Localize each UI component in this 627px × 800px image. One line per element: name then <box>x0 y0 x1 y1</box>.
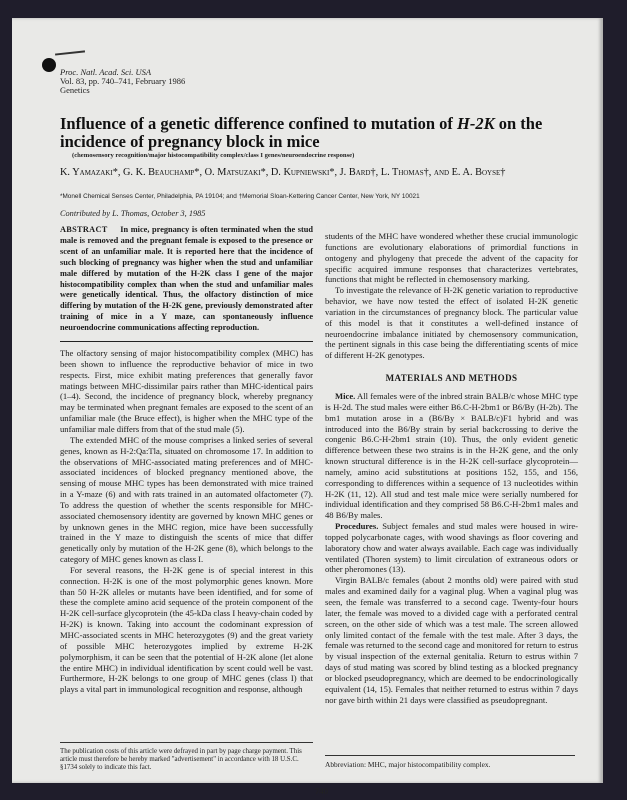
body-paragraph: To investigate the relevance of H-2K genetic variation to reproductive behavior, we have now tested the effect of isolated H-2K genetic variation in the circumstances of pregnancy block. The particular value of this model is that it constitutes a well-defined instance of neuroendocrine imbalance initiated by chemosensory communication, the pertinent signals in this case being the differentiating scents of mice of different H-2K genotypes. <box>325 285 578 361</box>
right-column <box>325 231 578 705</box>
methods-mice-paragraph <box>325 391 578 521</box>
abstract <box>60 225 313 334</box>
body-paragraph: For several reasons, the H-2K gene is of special interest in this connection. H-2K is one of the most polymorphic genes known. More than 50 H-2K alleles or mutants have been identified, and for some of these the complete amino acid sequence of the protein component of the H-2K cell-surface glycoprotein (the 45-kDa class I heavy-chain coded by H-2K) is known. Taking into account the codominant expression of MHC-associated scents in MHC heterozygotes (9) and the great variety of possible MHC heterozygotes implied by extreme H-2K polymorphism, it can be seen that the potential of H-2K alone (let alone the entire MHC) in individual identification by scent could well be vast. Furthermore, H-2K belongs to one group of MHC genes (class I) that plays a vital part in immunological recognition and response, although <box>60 564 313 695</box>
run-in-heading: Mice. <box>335 390 356 401</box>
abbreviation-divider <box>325 755 575 756</box>
abstract-divider <box>60 341 313 342</box>
article-title <box>60 115 580 151</box>
page-number: 740 <box>315 786 328 796</box>
abbreviation-note: Abbreviation: MHC, major histocompatibility complex. <box>325 760 491 769</box>
journal-volume: Vol. 83, pp. 740–741, February 1986 <box>60 76 186 86</box>
title-part-2: on the incidence of pregnancy block in mice <box>60 114 543 151</box>
section-heading-methods: MATERIALS AND METHODS <box>385 373 518 384</box>
title-part-1: Influence of a genetic difference confined to mutation of <box>60 114 458 133</box>
journal-header <box>60 68 185 95</box>
methods-virgin-paragraph: Virgin BALB/c females (about 2 months old) were paired with stud males and examined daily for a vaginal plug. When a vaginal plug was seen, the female was transferred to a second cage. Twenty-four hours later, the female was moved to a divided cage with a perforated central screen, on the other side of which was a test male. The screen allowed only limited contact of the female with the test male. After 3 days, the female was returned to the second cage and monitored for return to estrus by visual inspection of the external genitalia. Return to estrus within 7 days of stud mating was scored by blind testing as a blocked pregnancy or blocked pseudopregnancy, which are deemed to be endocrinologically equivalent (14, 15). Females that neither returned to estrus within 7 days nor gave birth within 21 days were classified as pseudopregnant. <box>325 575 578 705</box>
pen-mark <box>55 50 85 55</box>
body-paragraph: students of the MHC have wondered whether these crucial immunologic functions are evolutionary elaborations of primordial functions in ontogeny and phylogeny that precede the advent of the capacity for specific acquired immune responses that characterizes vertebrates, functions that might be reflected in chemosensory marking. <box>325 231 578 285</box>
footnote-divider <box>60 742 313 743</box>
affiliations: *Monell Chemical Senses Center, Philadelphia, PA 19104; and †Memorial Sloan-Kettering Cancer Center, New York, NY 10021 <box>60 193 420 200</box>
abstract-heading: ABSTRACT <box>60 225 108 234</box>
punch-hole-mark <box>42 58 56 72</box>
journal-name: Proc. Natl. Acad. Sci. USA <box>60 67 152 77</box>
body-paragraph: The extended MHC of the mouse comprises a linked series of several genes, known as H-2:Qa:Tla, situated on chromosome 17. In addition to the observations of MHC-associated mating preferences and of MHC-associated incidences of blocked pregnancy mentioned above, the sensing of mouse MHC types has been demonstrated with mice trained in a Y-maze (6) and with rats trained in an automated olfactometer (7). To address the question of whether the scents responsible for MHC-associated chemosensory identity are governed by known MHC genes or by unknown genes in the MHC region, mice have been successfully trained in the Y maze to distinguish the scents of mice that differ genetically only by mutation of the H-2K gene (8), which belongs to the category of MHC genes known as class I. <box>60 434 313 565</box>
methods-procedures-paragraph <box>325 521 578 575</box>
procedures-text: Subject females and stud males were housed in wire-topped polycarbonate cages, with wood shavings as floor covering and laboratory chow and water always available. Each cage was individually ventilated (Thoren system) to limit circulation of extraneous odors or other pheromones (13). <box>325 521 578 575</box>
abstract-text: In mice, pregnancy is often terminated when the stud male is removed and the pregnant female is exposed to the presence or scent of an unfamiliar male. It is reported here that the incidence of such blocking of pregnancy was higher when the stud and unfamiliar male differed by mutation of the H-2K class I gene of the major histocompatibility complex than when the stud and unfamiliar males were genetically identical. Thus, the olfactory distinction of mice differing by mutation of the H-2K gene, previously demonstrated after training of mice in a Y maze, can spontaneously influence neuroendocrine communications affecting reproduction. <box>60 225 313 333</box>
contributed-by: Contributed by L. Thomas, October 3, 1985 <box>60 209 206 218</box>
title-gene: H-2K <box>457 114 495 133</box>
publication-cost-footnote: The publication costs of this article were defrayed in part by page charge payment. This article must therefore be hereby marked "advertisement" in accordance with 18 U.S.C. §1734 solely to indicate this fact. <box>60 748 302 772</box>
author-list: K. Yamazaki*, G. K. Beauchamp*, O. Matsuzaki*, D. Kupniewski*, J. Bard†, L. Thomas†, and E. A. Boyse† <box>60 167 506 178</box>
keywords: (chemosensory recognition/major histocompatibility complex/class I genes/neuroendocrine response) <box>72 152 355 159</box>
run-in-heading: Procedures. <box>335 521 379 532</box>
left-column <box>60 225 313 695</box>
journal-section: Genetics <box>60 85 90 95</box>
paper-page <box>12 18 603 796</box>
mice-text: All females were of the inbred strain BALB/c whose MHC type is H-2d. The stud males were either B6.C-H-2bm1 or B6/By (H-2b). The bm1 mutation arose in a (B6/By × BALB/c)F1 hybrid and was introduced into the B6/By strain by serial backcrossing to derive the congenic B6.C-H-2bm1 strain (10). Thus, the only evident genetic difference between these two strains is in the H-2K gene, and the only known structural difference is in the H-2K cell-surface glycoprotein—namely, amino acid substitutions at positions 152, 155, and 156, corresponding to differences within a sequence of 13 nucleotides within H-2K (11, 12). All stud and test male mice were serially numbered for individual identification and they comprised 58 B6.C-H-2bm1 males and 48 B6/By males. <box>325 390 578 521</box>
body-paragraph: The olfactory sensing of major histocompatibility complex (MHC) has been shown to influence the reproductive behavior of mice in two respects. First, mice exhibit mating preferences that generally favor matings between MHC-dissimilar pairs rather than MHC-identical pairs (1–4). Second, the incidence of pregnancy block, whereby pregnancy may be terminated when pregnant females are exposed to the scent of an unfamiliar male (the Bruce effect), is higher when the MHC type of the unfamiliar male differs from that of the stud male (5). <box>60 348 313 434</box>
